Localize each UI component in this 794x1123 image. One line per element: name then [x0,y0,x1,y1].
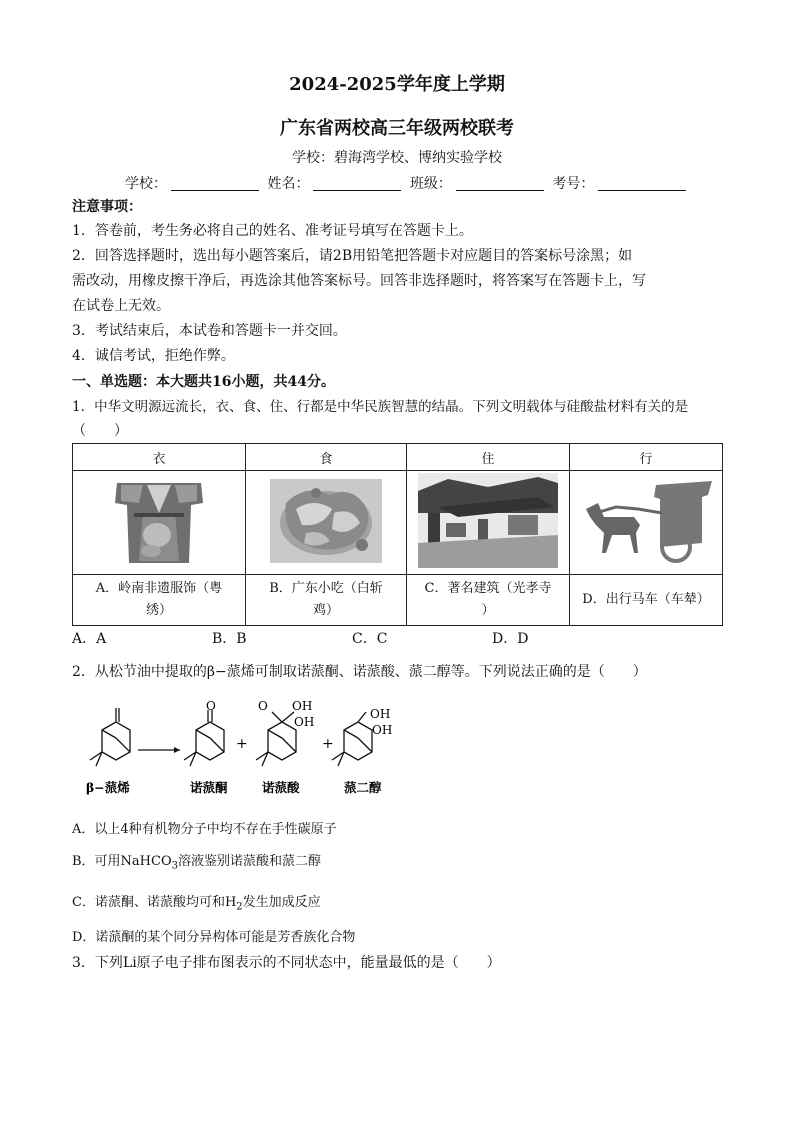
caption-line: A．岭南非遗服饰（粤 [95,581,223,596]
plus-sign-1: + [236,736,248,752]
diol-hydroxyl-top: OH [370,707,391,721]
nopinone-oxygen: O [206,700,216,713]
notice-heading: 注意事项： [72,199,142,215]
option-b-subscript: 3 [171,860,178,872]
caption-line: B．广东小吃（白斩 [269,581,383,596]
q1-stem-bracket: （ ） [72,423,128,439]
caption-line: ） [481,603,495,618]
label-nopinone: 诺蒎酮 [190,780,228,795]
choice-b[interactable]: B．B [212,631,247,647]
q3-stem: 3．下列Li原子电子排布图表示的不同状态中，能量最低的是（ ） [72,955,501,971]
field-name-blank[interactable] [313,176,401,191]
q1-choices [72,628,722,648]
q2-option-d[interactable]: D．诺蒎酮的某个同分异构体可能是芳香族化合物 [72,930,356,945]
caption-line: D．出行马车（车辇） [582,592,710,607]
image-cell-housing [407,471,570,575]
guangxiao-temple-image [418,473,558,568]
label-beta-pinene: β−蒎烯 [86,780,130,795]
field-number-label: 考号： [552,176,595,192]
header-cell-travel: 行 [570,444,723,471]
exam-title: 广东省两校高三年级两校联考 [280,118,514,139]
field-school-label: 学校： [125,176,167,192]
reaction-arrowhead [174,747,180,753]
q2-option-b[interactable] [72,850,722,879]
exam-year-title: 2024-2025学年度上学期 [289,74,505,95]
field-number-blank[interactable] [598,176,686,191]
notice-item: 在试卷上无效。 [72,298,170,314]
choice-c[interactable]: C．C [352,631,388,647]
beta-pinene-structure [90,708,130,766]
diol-hydroxyl-side: OH [372,723,393,737]
acid-hydroxyl-top: OH [292,700,313,713]
notice-item: 需改动，用橡皮擦干净后，再选涂其他答案标号。回答非选择题时，将答案写在答题卡上，写 [72,273,646,289]
choice-d[interactable]: D．D [492,631,529,647]
notice-item: 4．诚信考试，拒绝作弊。 [72,348,235,364]
q2-stem: 2．从松节油中提取的β−蒎烯可制取诺蒎酮、诺蒎酸、蒎二醇等。下列说法正确的是（ ） [72,664,647,680]
white-cut-chicken-image [266,473,386,568]
header-cell-housing: 住 [407,444,570,471]
acid-hydroxyl-side: OH [294,715,315,729]
image-cell-clothing [73,471,246,575]
option-c-caption [407,575,570,626]
plus-sign-2: + [322,736,334,752]
field-school-blank[interactable] [171,176,259,191]
image-cell-travel [570,471,723,575]
notice-item: 2．回答选择题时，选出每小题答案后，请2B用铅笔把答题卡对应题目的答案标号涂黑；如 [72,248,633,264]
option-d-caption [570,575,723,626]
image-cell-food [246,471,407,575]
q2-option-a[interactable]: A．以上4种有机物分子中均不存在手性碳原子 [72,822,337,837]
field-class-blank[interactable] [456,176,544,191]
q1-stem: 1．中华文明源远流长，衣、食、住、行都是中华民族智慧的结晶。下列文明载体与硅酸盐材料有关的是 [72,399,689,415]
label-nopinic-acid: 诺蒎酸 [262,780,300,795]
acid-oxygen: O [258,700,268,713]
option-a-caption [73,575,246,626]
section-heading: 一、单选题：本大题共16小题，共44分。 [72,374,335,390]
notice-item: 3．考试结束后，本试卷和答题卡一并交回。 [72,323,347,339]
notice-item: 1．答卷前，考生务必将自己的姓名、准考证号填写在答题卡上。 [72,223,473,239]
q2-option-c[interactable] [72,891,722,920]
pinene-reaction-diagram [72,700,402,800]
field-class-label: 班级： [409,176,452,192]
option-b-text-rest: 溶液鉴别诺蒎酸和蒎二醇 [178,854,322,869]
q1-options-table [72,443,723,626]
header-cell-food: 食 [246,444,407,471]
field-name-label: 姓名： [267,176,310,192]
option-b-caption [246,575,407,626]
nopinone-structure [184,710,224,766]
horse-carriage-image [576,473,716,568]
option-c-text-rest: 发生加成反应 [242,895,321,910]
caption-line: 鸡） [312,603,339,618]
student-info-line [125,173,690,193]
header-cell-clothing: 衣 [73,444,246,471]
schools-line: 学校：碧海湾学校、博纳实验学校 [292,150,502,166]
option-b-text: B．可用NaHCO [72,854,172,869]
nopinic-acid-structure [256,712,296,766]
embroidered-robe-image [99,473,219,568]
label-pinanediol: 蒎二醇 [344,780,382,795]
choice-a[interactable]: A．A [72,631,107,647]
pinanediol-structure [332,712,372,766]
caption-line: C．著名建筑（光孝寺 [424,581,552,596]
option-c-text: C．诺蒎酮、诺蒎酸均可和H [72,895,237,910]
caption-line: 绣） [145,603,172,618]
option-c-subscript: 2 [236,901,243,913]
